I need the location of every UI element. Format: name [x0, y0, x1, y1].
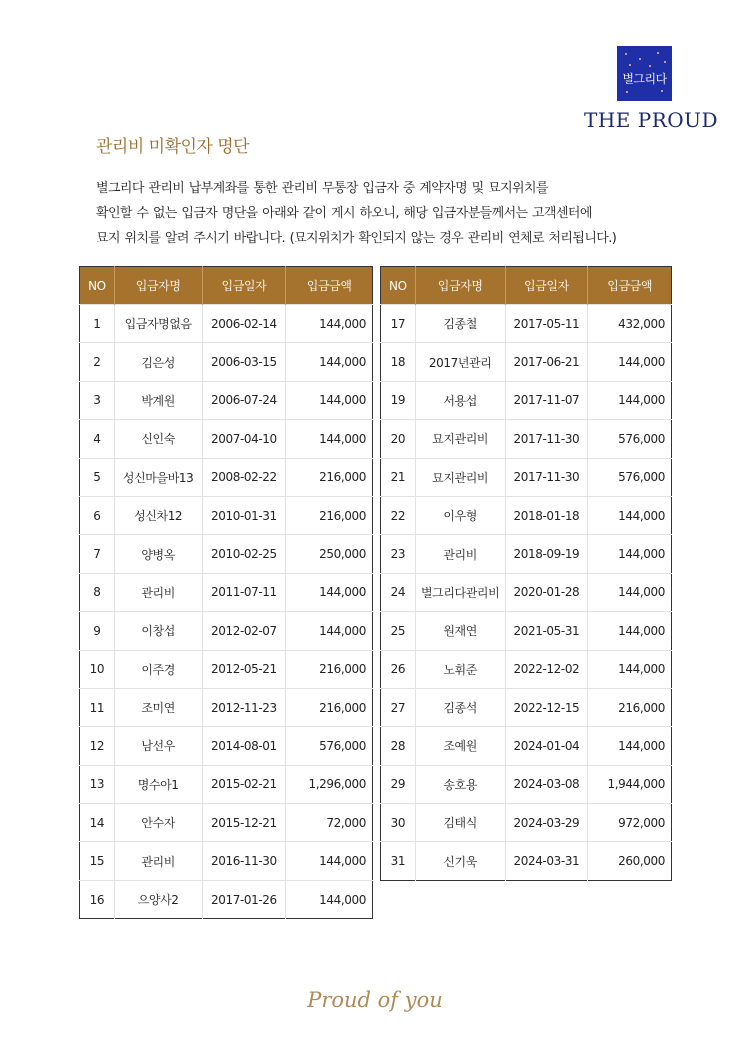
table-row: [381, 765, 672, 803]
table-row: [381, 688, 672, 726]
column-header-name: 입금자명: [114, 267, 202, 305]
cell-date: 2017-05-11: [505, 305, 588, 343]
table-row: [80, 458, 373, 496]
cell-no: 15: [80, 842, 115, 880]
cell-name: 노휘준: [415, 650, 505, 688]
cell-no: 12: [80, 727, 115, 765]
table-row: [80, 688, 373, 726]
cell-amount: 144,000: [286, 305, 373, 343]
cell-amount: 260,000: [588, 842, 672, 880]
table-row: [80, 880, 373, 918]
table-row: [80, 727, 373, 765]
cell-name: 원재연: [415, 612, 505, 650]
table-row: [381, 305, 672, 343]
cell-amount: 972,000: [588, 804, 672, 842]
cell-date: 2006-07-24: [202, 381, 286, 419]
cell-no: 11: [80, 688, 115, 726]
cell-amount: 144,000: [588, 535, 672, 573]
cell-name: 안수자: [114, 804, 202, 842]
cell-name: 이창섭: [114, 612, 202, 650]
cell-no: 27: [381, 688, 416, 726]
cell-no: 8: [80, 573, 115, 611]
table-header-row: [381, 267, 672, 305]
cell-date: 2016-11-30: [202, 842, 286, 880]
cell-no: 3: [80, 381, 115, 419]
column-header-name: 입금자명: [415, 267, 505, 305]
table-row: [80, 496, 373, 534]
cell-no: 1: [80, 305, 115, 343]
cell-name: 성신마을바13: [114, 458, 202, 496]
cell-amount: 72,000: [286, 804, 373, 842]
cell-name: 묘지관리비: [415, 458, 505, 496]
cell-date: 2024-03-08: [505, 765, 588, 803]
cell-name: 남선우: [114, 727, 202, 765]
column-header-no: NO: [80, 267, 115, 305]
cell-amount: 216,000: [588, 688, 672, 726]
cell-amount: 216,000: [286, 688, 373, 726]
cell-date: 2010-01-31: [202, 496, 286, 534]
cell-name: 서용섭: [415, 381, 505, 419]
cell-date: 2018-09-19: [505, 535, 588, 573]
cell-date: 2017-11-07: [505, 381, 588, 419]
cell-no: 2: [80, 343, 115, 381]
unconfirmed-list-table-left: [79, 266, 373, 919]
cell-name: 김종석: [415, 688, 505, 726]
cell-date: 2024-03-29: [505, 804, 588, 842]
table-row: [381, 842, 672, 880]
cell-amount: 216,000: [286, 458, 373, 496]
table-row: [80, 612, 373, 650]
cell-no: 13: [80, 765, 115, 803]
cell-date: 2015-02-21: [202, 765, 286, 803]
cell-name: 송호용: [415, 765, 505, 803]
cell-amount: 144,000: [588, 496, 672, 534]
cell-no: 21: [381, 458, 416, 496]
cell-no: 19: [381, 381, 416, 419]
cell-name: 관리비: [114, 573, 202, 611]
unconfirmed-list-table-right: [380, 266, 672, 881]
intro-line: 묘지 위치를 알려 주시기 바랍니다. (묘지위치가 확인되지 않는 경우 관리비 연체로 처리됩니다.): [96, 231, 617, 246]
cell-date: 2014-08-01: [202, 727, 286, 765]
cell-no: 20: [381, 420, 416, 458]
cell-date: 2020-01-28: [505, 573, 588, 611]
table-row: [381, 727, 672, 765]
cell-amount: 144,000: [588, 612, 672, 650]
table-row: [80, 305, 373, 343]
cell-name: 관리비: [114, 842, 202, 880]
cell-no: 24: [381, 573, 416, 611]
cell-amount: 144,000: [286, 343, 373, 381]
cell-amount: 144,000: [588, 573, 672, 611]
cell-no: 25: [381, 612, 416, 650]
table-header-row: [80, 267, 373, 305]
cell-date: 2015-12-21: [202, 804, 286, 842]
cell-name: 김태식: [415, 804, 505, 842]
cell-amount: 576,000: [286, 727, 373, 765]
cell-name: 입금자명없음: [114, 305, 202, 343]
table-row: [80, 842, 373, 880]
table-row: [80, 765, 373, 803]
cell-no: 23: [381, 535, 416, 573]
cell-name: 묘지관리비: [415, 420, 505, 458]
brand-name: THE PROUD: [584, 108, 719, 132]
table-row: [80, 343, 373, 381]
cell-name: 별그리다관리비: [415, 573, 505, 611]
cell-date: 2007-04-10: [202, 420, 286, 458]
intro-line: 별그리다 관리비 납부계좌를 통한 관리비 무통장 입금자 중 계약자명 및 묘지위치를: [96, 181, 548, 196]
cell-no: 30: [381, 804, 416, 842]
table-row: [381, 650, 672, 688]
cell-no: 29: [381, 765, 416, 803]
table-row: [381, 535, 672, 573]
cell-name: 이우형: [415, 496, 505, 534]
cell-amount: 144,000: [588, 343, 672, 381]
cell-amount: 144,000: [286, 842, 373, 880]
cell-amount: 216,000: [286, 496, 373, 534]
cell-no: 10: [80, 650, 115, 688]
cell-no: 5: [80, 458, 115, 496]
table-row: [80, 804, 373, 842]
table-row: [80, 535, 373, 573]
cell-no: 14: [80, 804, 115, 842]
cell-date: 2006-03-15: [202, 343, 286, 381]
cell-name: 성신차12: [114, 496, 202, 534]
cell-name: 신기욱: [415, 842, 505, 880]
cell-name: 박계원: [114, 381, 202, 419]
cell-date: 2006-02-14: [202, 305, 286, 343]
table-row: [80, 573, 373, 611]
cell-date: 2012-05-21: [202, 650, 286, 688]
cell-amount: 144,000: [588, 650, 672, 688]
cell-name: 2017년관리: [415, 343, 505, 381]
column-header-amount: 입금금액: [286, 267, 373, 305]
cell-no: 4: [80, 420, 115, 458]
column-header-date: 입금일자: [202, 267, 286, 305]
table-row: [381, 420, 672, 458]
brand-logo: [617, 46, 672, 101]
cell-date: 2017-06-21: [505, 343, 588, 381]
column-header-date: 입금일자: [505, 267, 588, 305]
cell-name: 조미연: [114, 688, 202, 726]
cell-amount: 250,000: [286, 535, 373, 573]
cell-no: 22: [381, 496, 416, 534]
column-header-amount: 입금금액: [588, 267, 672, 305]
cell-date: 2022-12-15: [505, 688, 588, 726]
cell-date: 2008-02-22: [202, 458, 286, 496]
cell-name: 관리비: [415, 535, 505, 573]
cell-no: 28: [381, 727, 416, 765]
cell-name: 명수아1: [114, 765, 202, 803]
cell-name: 이주경: [114, 650, 202, 688]
cell-no: 7: [80, 535, 115, 573]
page-title: 관리비 미확인자 명단: [96, 137, 250, 157]
table-row: [80, 420, 373, 458]
table-row: [381, 343, 672, 381]
cell-date: 2022-12-02: [505, 650, 588, 688]
cell-date: 2024-03-31: [505, 842, 588, 880]
cell-no: 9: [80, 612, 115, 650]
table-row: [381, 612, 672, 650]
table-row: [381, 496, 672, 534]
cell-amount: 1,296,000: [286, 765, 373, 803]
cell-date: 2011-07-11: [202, 573, 286, 611]
cell-amount: 144,000: [286, 612, 373, 650]
cell-amount: 144,000: [286, 420, 373, 458]
cell-no: 18: [381, 343, 416, 381]
cell-no: 17: [381, 305, 416, 343]
cell-no: 26: [381, 650, 416, 688]
logo-text: 별그리다: [622, 72, 667, 86]
cell-date: 2018-01-18: [505, 496, 588, 534]
intro-text: [96, 176, 656, 251]
cell-date: 2012-02-07: [202, 612, 286, 650]
cell-no: 16: [80, 880, 115, 918]
footer-slogan: Proud of you: [307, 988, 443, 1012]
table-row: [381, 381, 672, 419]
cell-amount: 144,000: [588, 727, 672, 765]
cell-amount: 1,944,000: [588, 765, 672, 803]
cell-amount: 432,000: [588, 305, 672, 343]
cell-amount: 576,000: [588, 458, 672, 496]
cell-date: 2021-05-31: [505, 612, 588, 650]
cell-amount: 144,000: [286, 573, 373, 611]
cell-name: 김종철: [415, 305, 505, 343]
cell-amount: 144,000: [286, 880, 373, 918]
cell-amount: 576,000: [588, 420, 672, 458]
cell-amount: 144,000: [588, 381, 672, 419]
cell-name: 양병옥: [114, 535, 202, 573]
column-header-no: NO: [381, 267, 416, 305]
cell-date: 2017-11-30: [505, 420, 588, 458]
intro-line: 확인할 수 없는 입금자 명단을 아래와 같이 게시 하오니, 해당 입금자분들께서는 고객센터에: [96, 206, 592, 221]
cell-date: 2012-11-23: [202, 688, 286, 726]
table-row: [381, 573, 672, 611]
table-row: [80, 381, 373, 419]
table-row: [80, 650, 373, 688]
cell-amount: 216,000: [286, 650, 373, 688]
table-row: [381, 804, 672, 842]
cell-date: 2010-02-25: [202, 535, 286, 573]
cell-name: 김은성: [114, 343, 202, 381]
table-row: [381, 458, 672, 496]
cell-name: 신인숙: [114, 420, 202, 458]
cell-name: 조예원: [415, 727, 505, 765]
cell-date: 2017-01-26: [202, 880, 286, 918]
cell-no: 6: [80, 496, 115, 534]
cell-date: 2017-11-30: [505, 458, 588, 496]
cell-date: 2024-01-04: [505, 727, 588, 765]
cell-amount: 144,000: [286, 381, 373, 419]
cell-name: 으양사2: [114, 880, 202, 918]
cell-no: 31: [381, 842, 416, 880]
